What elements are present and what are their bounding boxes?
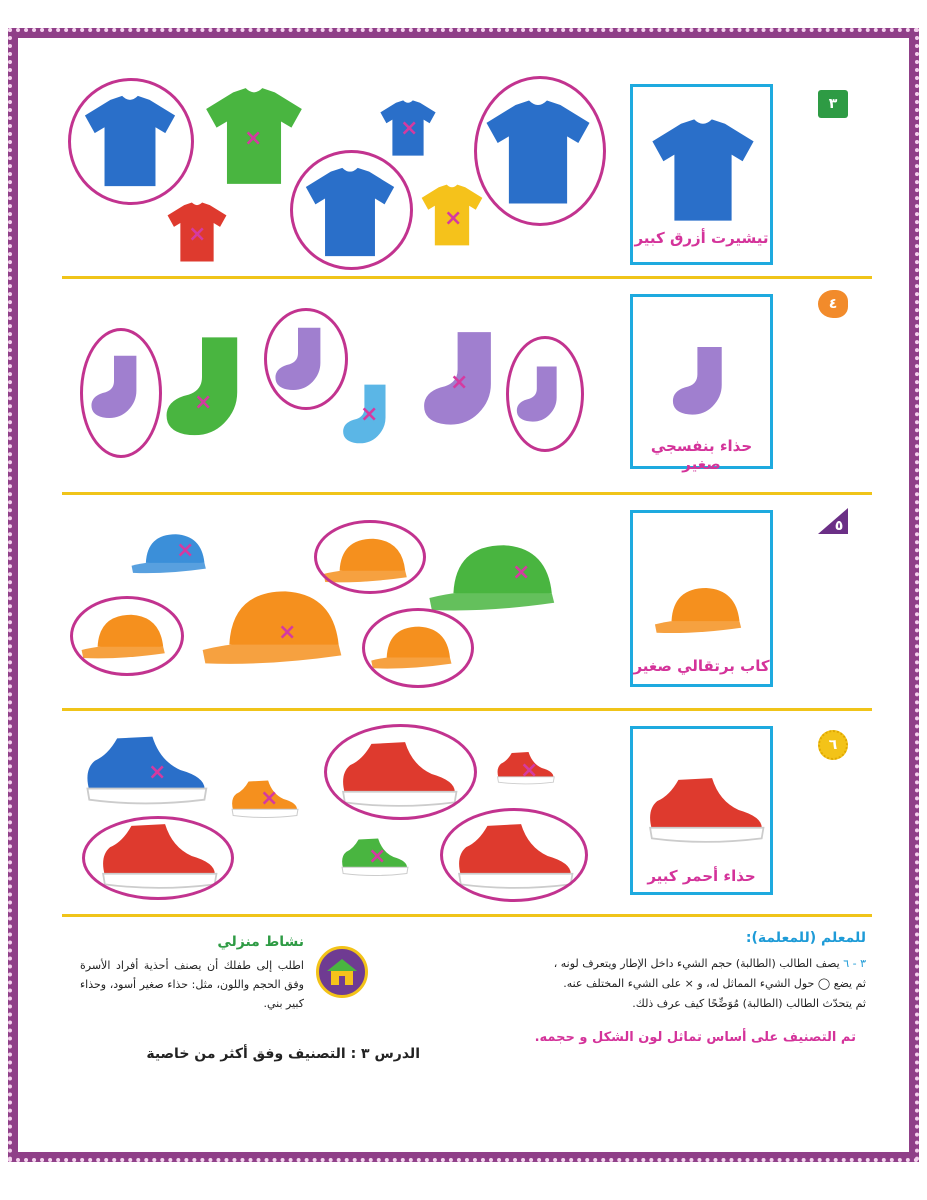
house-icon: [319, 949, 365, 995]
section-divider: [62, 914, 872, 917]
example-orange-small-cap: [653, 583, 753, 641]
cross-mark[interactable]: ×: [360, 402, 379, 427]
cross-mark[interactable]: ×: [278, 620, 297, 645]
teacher-note-line: يصف الطالب (الطالبة) حجم الشيء داخل الإطار ويتعرف لونه ،: [553, 957, 840, 970]
lesson-title: الدرس ٣ : التصنيف وفق أكثر من خاصية: [146, 1046, 420, 1062]
cross-mark[interactable]: ×: [400, 116, 419, 141]
home-activity-title: نشاط منزلي: [217, 934, 304, 950]
cross-mark[interactable]: ×: [512, 560, 531, 585]
example-red-large-shoe: [643, 773, 767, 847]
selection-circle[interactable]: [80, 328, 162, 458]
example-blue-large-shirt: [647, 115, 759, 225]
teacher-note-line: ثم يتحدّث الطالب (الطالبة) مُوَضِّحًا كيف عرف ذلك.: [632, 997, 866, 1010]
example-box: [630, 510, 773, 687]
home-activity-icon: [316, 946, 368, 998]
selection-circle[interactable]: [68, 78, 194, 205]
cross-mark[interactable]: ×: [176, 538, 195, 563]
selection-circle[interactable]: [506, 336, 584, 452]
exercise-number-badge: ٦: [818, 730, 848, 760]
exercise-number-badge: ٣: [818, 90, 848, 118]
cross-mark[interactable]: ×: [148, 760, 167, 785]
example-label: كاب برتقالي صغير: [633, 657, 770, 675]
exercise-number-badge: ٤: [818, 290, 848, 318]
selection-circle[interactable]: [474, 76, 606, 226]
cross-mark[interactable]: ×: [450, 370, 469, 395]
teacher-note-line: ثم يضع ◯ حول الشيء المماثل له، و × على الشيء المختلف عنه.: [563, 977, 866, 990]
selection-circle[interactable]: [264, 308, 348, 410]
selection-circle[interactable]: [324, 724, 477, 820]
example-label: تيشيرت أزرق كبير: [634, 229, 769, 247]
example-box: [630, 84, 773, 265]
cross-mark[interactable]: ×: [520, 758, 539, 783]
section-divider: [62, 708, 872, 711]
section-divider: [62, 492, 872, 495]
cross-mark[interactable]: ×: [444, 206, 463, 231]
selection-circle[interactable]: [70, 596, 184, 676]
exercise-number-badge: ٥: [818, 508, 848, 534]
selection-circle[interactable]: [290, 150, 413, 270]
cross-mark[interactable]: ×: [194, 390, 213, 415]
teacher-note-title: للمعلم (للمعلمة):: [745, 930, 866, 946]
example-label: حذاء بنفسجي صغير: [650, 437, 753, 473]
home-activity-body: اطلب إلى طفلك أن يصنف أحذية أفراد الأسرة وفق الحجم واللون، مثل: حذاء صغير أسود، وحذاء كبير بني.: [80, 959, 304, 1010]
selection-circle[interactable]: [362, 608, 474, 688]
cross-mark[interactable]: ×: [188, 222, 207, 247]
cross-mark[interactable]: ×: [260, 786, 279, 811]
example-box: [630, 294, 773, 473]
green-large-sock: [158, 318, 268, 458]
example-purple-small-sock: [667, 337, 743, 427]
section-divider: [62, 276, 872, 279]
cross-mark[interactable]: ×: [368, 844, 387, 869]
example-box: [630, 726, 773, 895]
teacher-note-summary: تم التصنيف على أساس تماثل لون الشكل و حجمه.: [534, 1030, 856, 1045]
teacher-note-body: [440, 954, 866, 1014]
teacher-note-ref: ٣ - ٦: [843, 957, 866, 970]
cross-mark[interactable]: ×: [244, 126, 263, 151]
blue-large-shoe: [80, 732, 210, 808]
example-label: حذاء أحمر كبير: [647, 867, 756, 885]
green-large-cap: [424, 538, 574, 622]
selection-circle[interactable]: [440, 808, 588, 902]
selection-circle[interactable]: [82, 816, 234, 900]
blue-small-cap: [126, 530, 220, 580]
